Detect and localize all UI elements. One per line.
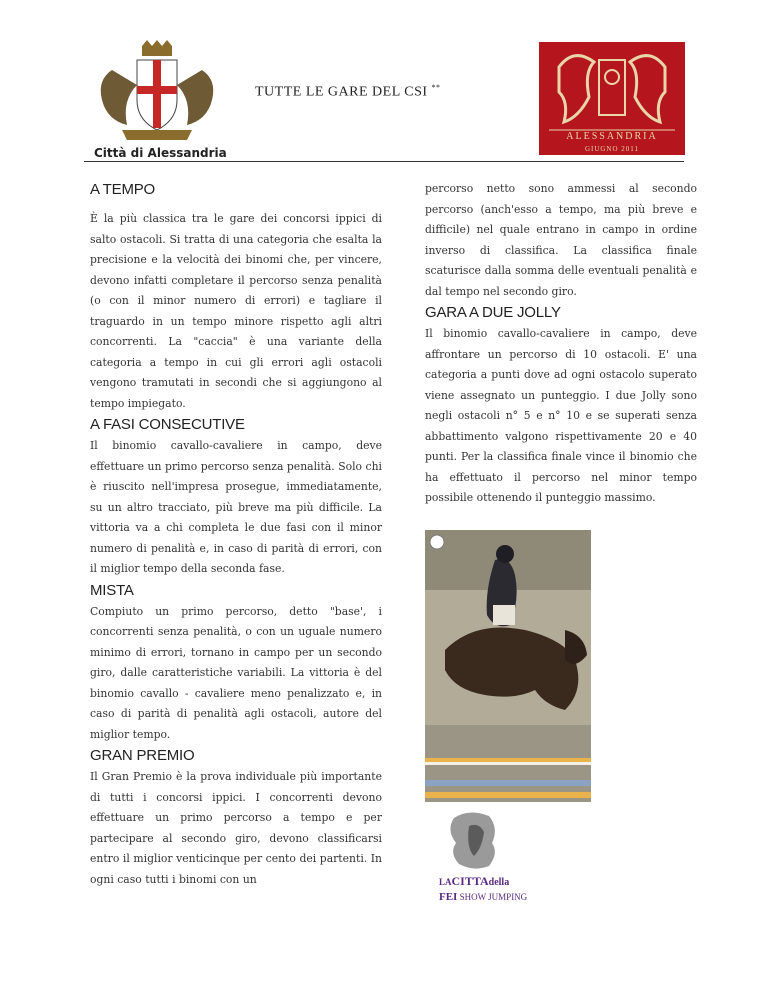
text-gran-premio-part1: Il Gran Premio è la prova individuale più importante di tutti i concorsi ippici. I concorrenti devono effettuare un primo percorso a tempo e per partecipare al secondo giro, devono classificarsi entro il miglior venticinque per cento dei partenti. In ogni caso tutti i binomi con un	[90, 770, 382, 886]
city-crest-logo	[92, 40, 222, 150]
text-a-fasi: Il binomio cavallo-cavaliere in campo, deve effettuare un primo percorso senza penalità. Solo chi è riuscito nell'impresa prosegue, immediatamente, su un altro tracciato, più breve ma più difficile. La vittoria va a chi completa le due fasi con il minor numero di penalità e, in caso di parità di errori, con il miglior tempo della seconda fase.	[90, 439, 382, 575]
page-title-text: TUTTE LE GARE DEL CSI	[255, 84, 428, 100]
text-mista: Compiuto un primo percorso, detto "base', i concorrenti senza penalità, o con un uguale numero minimo di errori, tornano in campo per un secondo giro, dalle caratteristiche variabili. La vittoria è del binomio cavallo - cavaliere meno penalizzato e, in caso di parità di penalità agli ostacoli, autore del miglior tempo.	[90, 604, 382, 741]
text-gara-jolly: Il binomio cavallo-cavaliere in campo, deve affrontare un percorso di 10 ostacoli. E' una categoria a punti dove ad ogni ostacolo superato viene assegnato un punteggio. I due Jolly sono negli ostacoli n° 5 e n° 10 e se superati senza abbattimento valgono rispettivamente 20 e 40 punti. Per la classifica finale vince il binomio che ha effettuato il percorso nel minor tempo possibile ottenendo il punteggio massimo.	[425, 327, 697, 504]
heading-gara-jolly: GARA A DUE JOLLY	[425, 304, 561, 321]
text-a-tempo: È la più classica tra le gare dei concorsi ippici di salto ostacoli. Si tratta di una categoria che esalta la precisione e la velocità dei binomi che, per vincere, devono infatti completare il percorso senza penalità (o con il minor numero di errori) e tagliare il traguardo in un tempo minore rispetto agli altri concorrenti. La "caccia" è una variante della categoria a tempo in cui gli errori agli ostacoli vengono tramutati in secondi che si aggiungono al tempo impiegato.	[90, 212, 382, 410]
event-date: GIUGNO 2011	[584, 145, 640, 153]
left-column	[90, 179, 382, 890]
logo-main: CITTA	[451, 874, 489, 888]
header-divider	[84, 161, 684, 162]
text-gran-premio-part2: percorso netto sono ammessi al secondo percorso (anch'esso a tempo, ma più breve e difficile) nel quale entrano in campo in ordine inverso di classifica. La classifica finale scaturisce dalla somma delle eventuali penalità e dal tempo nel secondo giro.	[425, 182, 697, 298]
event-place: ALESSANDRIA	[566, 131, 658, 142]
title-stars: **	[431, 83, 441, 92]
fei-mark: FEI	[439, 891, 458, 903]
right-column	[425, 179, 697, 509]
fei-logo-text	[439, 891, 527, 903]
heading-a-fasi: A FASI CONSECUTIVE	[90, 416, 245, 433]
event-logo	[539, 42, 685, 155]
citta-logo-title	[439, 874, 509, 889]
city-label: Città di Alessandria	[94, 146, 227, 160]
heading-mista: MISTA	[90, 581, 134, 599]
logo-suffix: della	[488, 877, 510, 888]
logo-prefix: LA	[439, 877, 452, 887]
page-title	[255, 83, 441, 101]
heading-gran-premio: GRAN PREMIO	[90, 747, 195, 764]
show-jumping-photo	[425, 530, 591, 802]
heading-a-tempo: A TEMPO	[90, 181, 156, 198]
fei-show-jumping: SHOW JUMPING	[459, 892, 528, 902]
citta-fei-logo	[436, 808, 566, 903]
spacer	[90, 201, 382, 209]
